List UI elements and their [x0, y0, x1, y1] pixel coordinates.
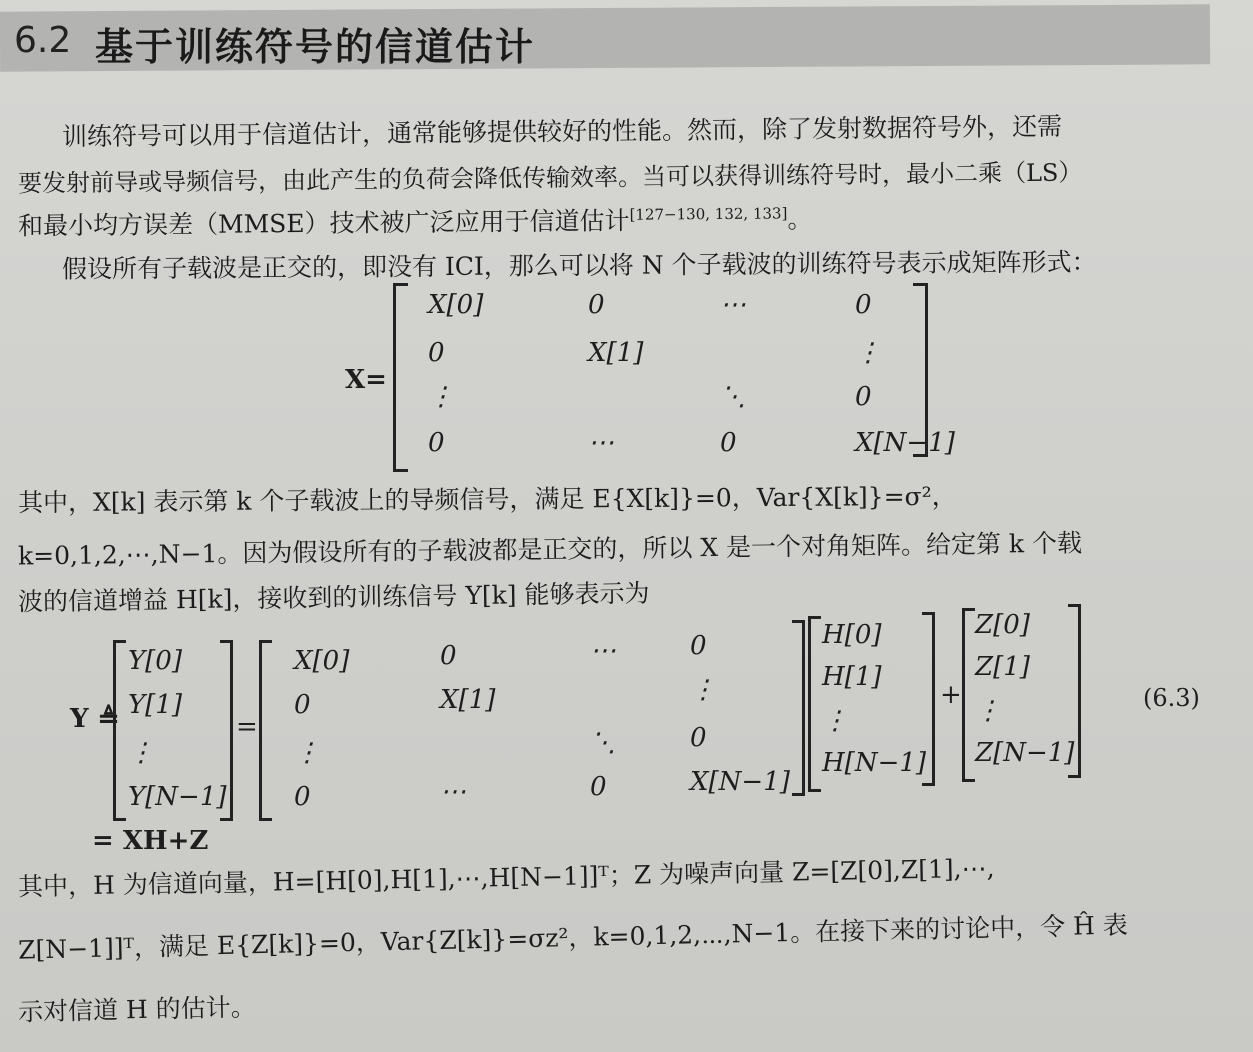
- equation-lhs: Y ≜: [70, 704, 120, 734]
- matrix-bracket-right: [792, 620, 805, 796]
- section-number: 6.2: [14, 20, 72, 61]
- matrix-cell: H[N−1]: [822, 748, 927, 778]
- matrix-cell: 0: [690, 631, 707, 661]
- matrix-cell: ⋮: [690, 675, 716, 705]
- equation-lhs: X=: [345, 365, 387, 395]
- equation-continuation: = XH+Z: [92, 826, 209, 856]
- matrix-bracket-left: [962, 608, 975, 782]
- matrix-cell: ⋮: [294, 738, 320, 768]
- matrix-cell: H[1]: [822, 662, 882, 692]
- matrix-cell: 0: [720, 428, 737, 458]
- paragraph-line: 其中，H 为信道向量，H=[H[0],H[1],⋯,H[N−1]]ᵀ；Z 为噪声向量 Z=[Z[0],Z[1],⋯,: [17, 853, 995, 902]
- matrix-cell: 0: [428, 428, 445, 458]
- equals-sign: =: [236, 712, 258, 742]
- matrix-cell: ⋱: [590, 728, 616, 758]
- matrix-cell: H[0]: [822, 620, 882, 650]
- matrix-cell: X[1]: [588, 338, 644, 368]
- paragraph-line: 波的信道增益 H[k]，接收到的训练信号 Y[k] 能够表示为: [17, 578, 650, 617]
- matrix-cell: 0: [855, 382, 872, 412]
- matrix-cell: ⋯: [440, 777, 466, 807]
- matrix-cell: 0: [428, 338, 445, 368]
- matrix-cell: 0: [440, 641, 457, 671]
- paragraph-line: 假设所有子载波是正交的，即没有 ICI，那么可以将 N 个子载波的训练符号表示成矩阵形式：: [61, 247, 1097, 284]
- matrix-cell: ⋯: [588, 428, 614, 458]
- section-title: 基于训练符号的信道估计: [95, 25, 536, 69]
- matrix-cell: Z[N−1]: [975, 738, 1075, 768]
- matrix-bracket-left: [393, 283, 408, 472]
- matrix-cell: Y[0]: [128, 646, 182, 676]
- matrix-cell: 0: [590, 772, 607, 802]
- paragraph-text: 。: [787, 204, 813, 234]
- matrix-cell: X[0]: [428, 290, 484, 320]
- matrix-cell: ⋮: [822, 706, 848, 736]
- matrix-cell: 0: [855, 290, 872, 320]
- matrix-bracket-left: [259, 640, 272, 821]
- paragraph-line: 示对信道 H 的估计。: [17, 992, 257, 1027]
- paragraph-line: 要发射前导或导频信号，由此产生的负荷会降低传输效率。当可以获得训练符号时，最小二乘（LS）: [17, 158, 1083, 198]
- paragraph-line: 训练符号可以用于信道估计，通常能够提供较好的性能。然而，除了发射数据符号外，还需: [61, 111, 1063, 152]
- matrix-cell: 0: [294, 782, 311, 812]
- paragraph-line: 其中，X[k] 表示第 k 个子载波上的导频信号，满足 E{X[k]}=0，Var{X[k]}=σ²，: [17, 481, 957, 518]
- equation-number: (6.3): [1143, 684, 1200, 712]
- paragraph-text: 和最小均方误差（MMSE）技术被广泛应用于信道估计: [17, 206, 630, 241]
- paragraph-line: [18, 200, 813, 243]
- citation-ref: [127−130, 132, 133]: [629, 204, 788, 224]
- plus-sign: +: [940, 680, 962, 710]
- matrix-cell: Z[0]: [975, 610, 1030, 640]
- matrix-bracket-left: [113, 640, 126, 821]
- matrix-cell: ⋮: [428, 382, 454, 412]
- matrix-cell: 0: [690, 723, 707, 753]
- matrix-cell: ⋯: [720, 290, 746, 320]
- matrix-cell: ⋱: [720, 382, 746, 412]
- matrix-cell: X[N−1]: [690, 767, 790, 797]
- matrix-cell: Z[1]: [975, 652, 1030, 682]
- matrix-cell: ⋮: [975, 696, 1001, 726]
- paragraph-line: k=0,1,2,⋯,N−1。因为假设所有的子载波都是正交的，所以 X 是一个对角矩阵。给定第 k 个载: [17, 528, 1083, 571]
- matrix-cell: Y[1]: [128, 690, 182, 720]
- matrix-cell: ⋮: [128, 738, 154, 768]
- paragraph-line: Z[N−1]]ᵀ，满足 E{Z[k]}=0，Var{Z[k]}=σz²，k=0,1,2,⋯,N−1。在接下来的讨论中，令 Ĥ 表: [17, 910, 1129, 965]
- matrix-cell: Y[N−1]: [128, 782, 227, 812]
- matrix-cell: 0: [294, 690, 311, 720]
- matrix-bracket-left: [808, 616, 821, 792]
- matrix-cell: X[1]: [440, 685, 496, 715]
- matrix-cell: ⋮: [855, 338, 881, 368]
- matrix-cell: ⋯: [590, 636, 616, 666]
- matrix-cell: X[0]: [294, 646, 350, 676]
- matrix-cell: 0: [588, 290, 605, 320]
- matrix-cell: X[N−1]: [855, 428, 955, 458]
